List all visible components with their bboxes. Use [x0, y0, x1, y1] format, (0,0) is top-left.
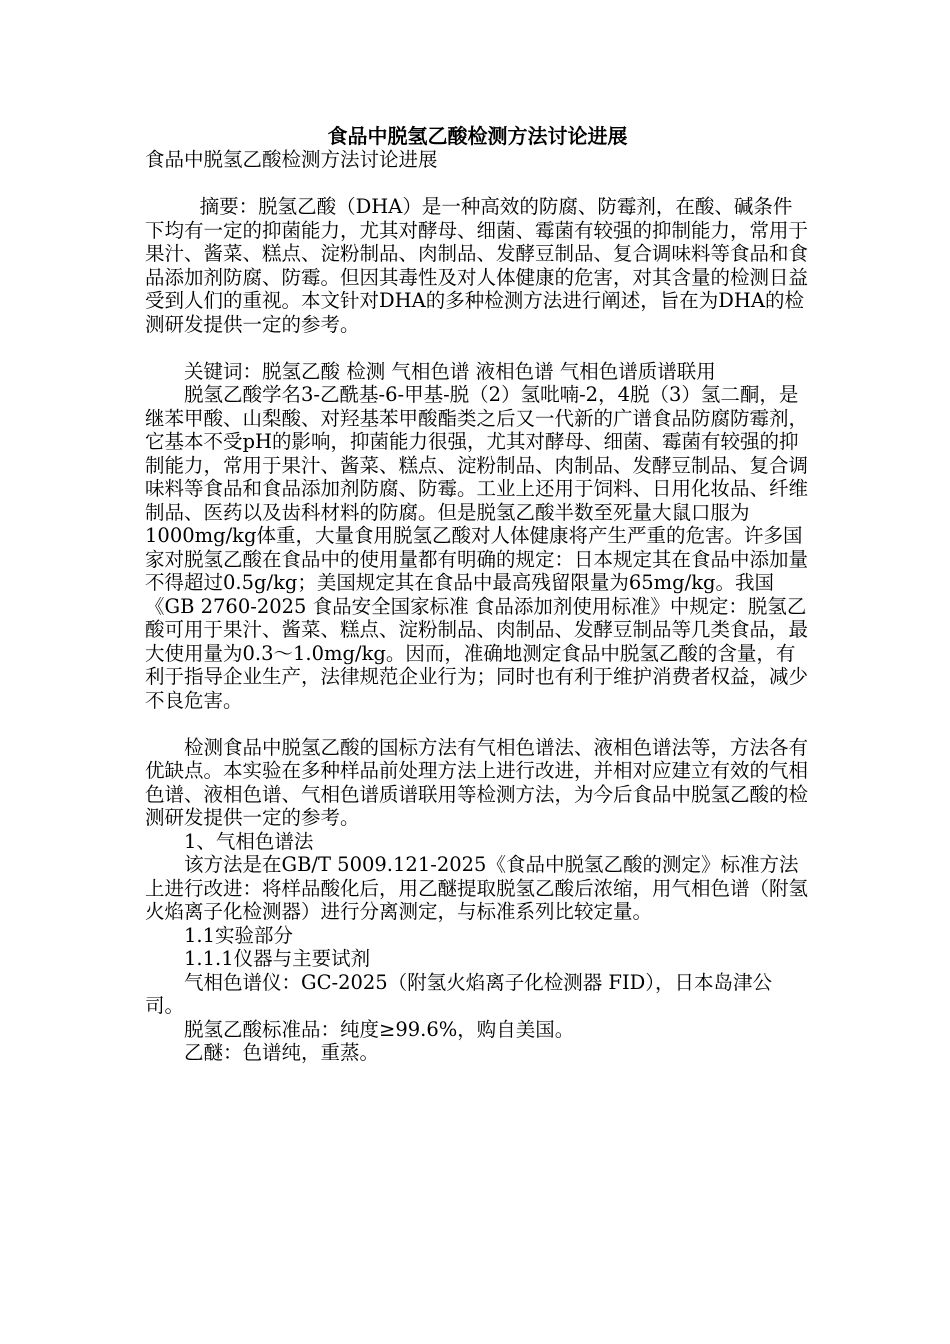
document-body — [145, 124, 810, 1065]
instrument-item: 气相色谱仪：GC-2025（附氢火焰离子化检测器 FID），日本岛津公司。 — [145, 970, 773, 1017]
ether-item: 乙醚：色谱纯，重蒸。 — [184, 1041, 380, 1064]
abstract-paragraph: 摘要：脱氢乙酸（DHA）是一种高效的防腐、防霉剂，在酸、碱条件下均有一定的抑菌能力，尤其对酵母、细菌、霉菌有较强的抑制能力，常用于果汁、酱菜、糕点、淀粉制品、肉制品、发酵豆制品、复合调味料等食品和食品添加剂防腐、防霉。但因其毒性及对人体健康的危害，对其含量的检测日益受到人们的重视。本文针对DHA的多种检测方法进行阐述，旨在为DHA的检测研发提供一定的参考。 — [145, 195, 809, 336]
keywords-paragraph: 关键词：脱氢乙酸 检测 气相色谱 液相色谱 气相色谱质谱联用 — [184, 359, 716, 383]
section-heading-experiment: 1.1实验部分 — [184, 923, 294, 947]
section-heading-instruments: 1.1.1仪器与主要试剂 — [184, 947, 371, 970]
section-gc-paragraph: 该方法是在GB/T 5009.121-2025《食品中脱氢乙酸的测定》标准方法上进行改进：将样品酸化后，用乙醚提取脱氢乙酸后浓缩，用气相色谱（附氢火焰离子化检测器）进行分离测定，与标准系列比较定量。 — [145, 853, 809, 923]
methods-paragraph: 检测食品中脱氢乙酸的国标方法有气相色谱法、液相色谱法等，方法各有优缺点。本实验在多种样品前处理方法上进行改进，并相对应建立有效的气相色谱、液相色谱、气相色谱质谱联用等检测方法，为今后食品中脱氢乙酸的检测研发提供一定的参考。 — [145, 735, 809, 829]
section-heading-gc: 1、气相色谱法 — [184, 829, 314, 853]
document-subtitle: 食品中脱氢乙酸检测方法讨论进展 — [145, 148, 438, 171]
intro-paragraph: 脱氢乙酸学名3-乙酰基-6-甲基-脱（2）氢吡喃-2，4脱（3）氢二酮，是继苯甲酸、山梨酸、对羟基苯甲酸酯类之后又一代新的广谱食品防腐防霉剂，它基本不受pH的影响，抑菌能力很强，尤其对酵母、细菌、霉菌有较强的抑制能力，常用于果汁、酱菜、糕点、淀粉制品、肉制品、发酵豆制品、复合调味料等食品和食品添加剂防腐、防霉。工业上还用于饲料、日用化妆品、纤维制品、医药以及齿科材料的防腐。但是脱氢乙酸半数至死量大鼠口服为1000mg/kg体重，大量食用脱氢乙酸对人体健康将产生严重的危害。许多国家对脱氢乙酸在食品中的使用量都有明确的规定：日本规定其在食品中添加量不得超过0.5g/kg；美国规定其在食品中最高残留限量为65mg/kg。我国《GB 2760-2025 食品安全国家标准 食品添加剂使用标准》中规定：脱氢乙酸可用于果汁、酱菜、糕点、淀粉制品、肉制品、发酵豆制品等几类食品，最大使用量为0.3～1.0mg/kg。因而，准确地测定食品中脱氢乙酸的含量，有利于指导企业生产，法律规范企业行为；同时也有利于维护消费者权益，减少不良危害。 — [145, 383, 809, 712]
standard-item: 脱氢乙酸标准品：纯度≥99.6%，购自美国。 — [184, 1017, 575, 1041]
page-title: 食品中脱氢乙酸检测方法讨论进展 — [327, 124, 628, 148]
